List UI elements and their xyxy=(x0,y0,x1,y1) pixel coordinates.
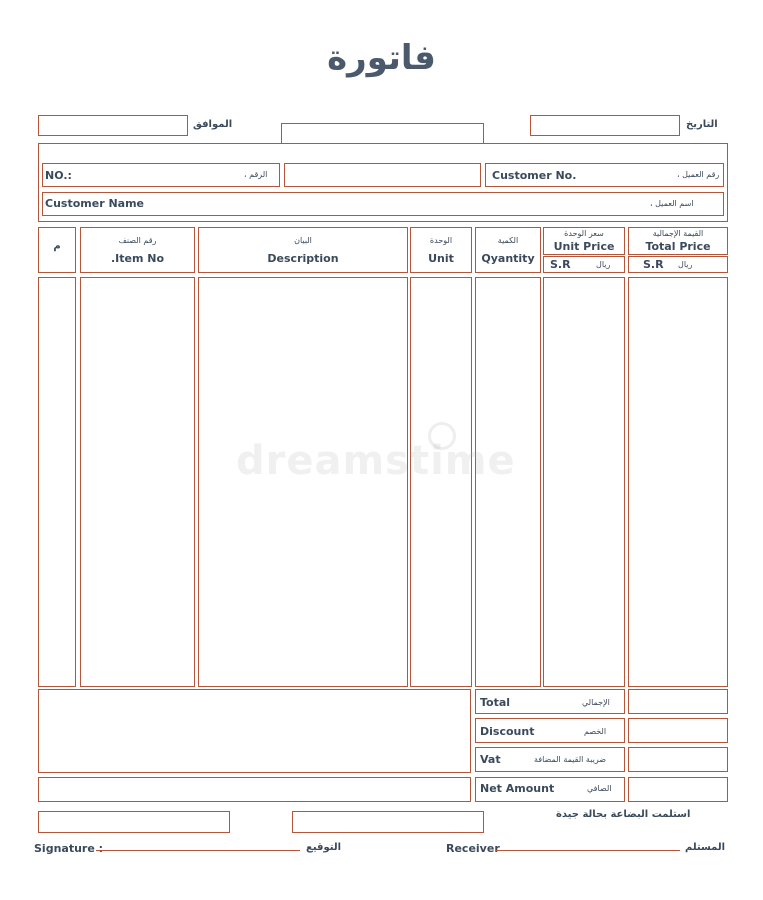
col-header-quantity xyxy=(475,227,541,273)
col-header-item-no xyxy=(80,227,195,273)
signature-label-ar: التوقيع xyxy=(306,842,341,853)
col-unit-price-riyal: ريال xyxy=(596,260,611,269)
discount-value-field[interactable] xyxy=(628,718,728,743)
col-item-no-ar: رقم الصنف xyxy=(118,236,157,245)
customer-name-label-ar: اسم العميل ، xyxy=(650,199,694,208)
receiver-label-ar: المستلم xyxy=(685,842,726,853)
col-unit-price-ar: سعر الوحدة xyxy=(564,229,604,238)
net-amount-label-en: Net Amount xyxy=(480,782,555,795)
discount-label-ar: الخصم xyxy=(584,727,607,736)
signature-label-en: Signature : xyxy=(34,842,104,855)
body-col-total-price[interactable] xyxy=(628,277,728,687)
middle-info-field[interactable] xyxy=(284,163,481,187)
col-header-unit xyxy=(410,227,472,273)
col-unit-ar: الوحدة xyxy=(429,236,453,245)
vat-label-en: Vat xyxy=(480,753,501,766)
amount-in-words-field[interactable] xyxy=(38,777,471,802)
customer-number-label: Customer No. xyxy=(492,169,577,182)
total-label-en: Total xyxy=(480,696,511,709)
customer-name-label: Customer Name xyxy=(45,197,144,210)
col-total-price-en: Total Price xyxy=(645,240,711,253)
col-total-price-sr: S.R xyxy=(643,258,664,271)
date-label: التاريخ xyxy=(686,119,718,130)
col-total-price-riyal: ريال xyxy=(678,260,693,269)
watermark-text: dreamstime xyxy=(236,438,516,484)
col-description-ar: البيان xyxy=(294,236,312,245)
col-item-no-en: .Item No xyxy=(110,252,165,265)
receiver-line[interactable] xyxy=(496,850,680,851)
date-field[interactable] xyxy=(530,115,680,136)
col-quantity-ar: الكمية xyxy=(497,236,519,245)
col-unit-price-sr: S.R xyxy=(550,258,571,271)
net-amount-label-ar: الصافي xyxy=(587,784,612,793)
vat-label-ar: ضريبة القيمة المضافة xyxy=(534,755,607,764)
net-amount-value-field[interactable] xyxy=(628,777,728,802)
col-total-price-ar: القيمة الإجمالية xyxy=(652,229,704,238)
customer-number-label-ar: رقم العميل ، xyxy=(677,170,720,179)
col-header-description xyxy=(198,227,408,273)
total-label-ar: الإجمالي xyxy=(582,698,610,707)
body-col-serial[interactable] xyxy=(38,277,76,687)
received-field-left[interactable] xyxy=(38,811,230,833)
invoice-number-label: NO.: xyxy=(45,169,72,182)
signature-line[interactable] xyxy=(96,850,300,851)
received-field-right[interactable] xyxy=(292,811,484,833)
discount-label-en: Discount xyxy=(480,725,535,738)
receiver-label-en: Receiver xyxy=(446,842,500,855)
notes-box[interactable] xyxy=(38,689,471,773)
col-quantity-en: Qyantity xyxy=(481,252,535,265)
customer-name-field[interactable] xyxy=(42,192,724,216)
body-col-item-no[interactable] xyxy=(80,277,195,687)
total-value-field[interactable] xyxy=(628,689,728,714)
invoice-title: فاتورة xyxy=(327,38,436,78)
col-unit-en: Unit xyxy=(428,252,454,265)
col-serial-ar: م xyxy=(53,241,61,252)
col-unit-price-en: Unit Price xyxy=(553,240,615,253)
body-col-unit-price[interactable] xyxy=(543,277,625,687)
invoice-number-label-ar: الرقم ، xyxy=(244,170,268,179)
vat-value-field[interactable] xyxy=(628,747,728,772)
hijri-date-field[interactable] xyxy=(38,115,188,136)
col-description-en: Description xyxy=(267,252,339,265)
approx-label: الموافق xyxy=(193,119,233,130)
received-note: استلمت البضاعة بحالة جيدة xyxy=(556,809,691,820)
